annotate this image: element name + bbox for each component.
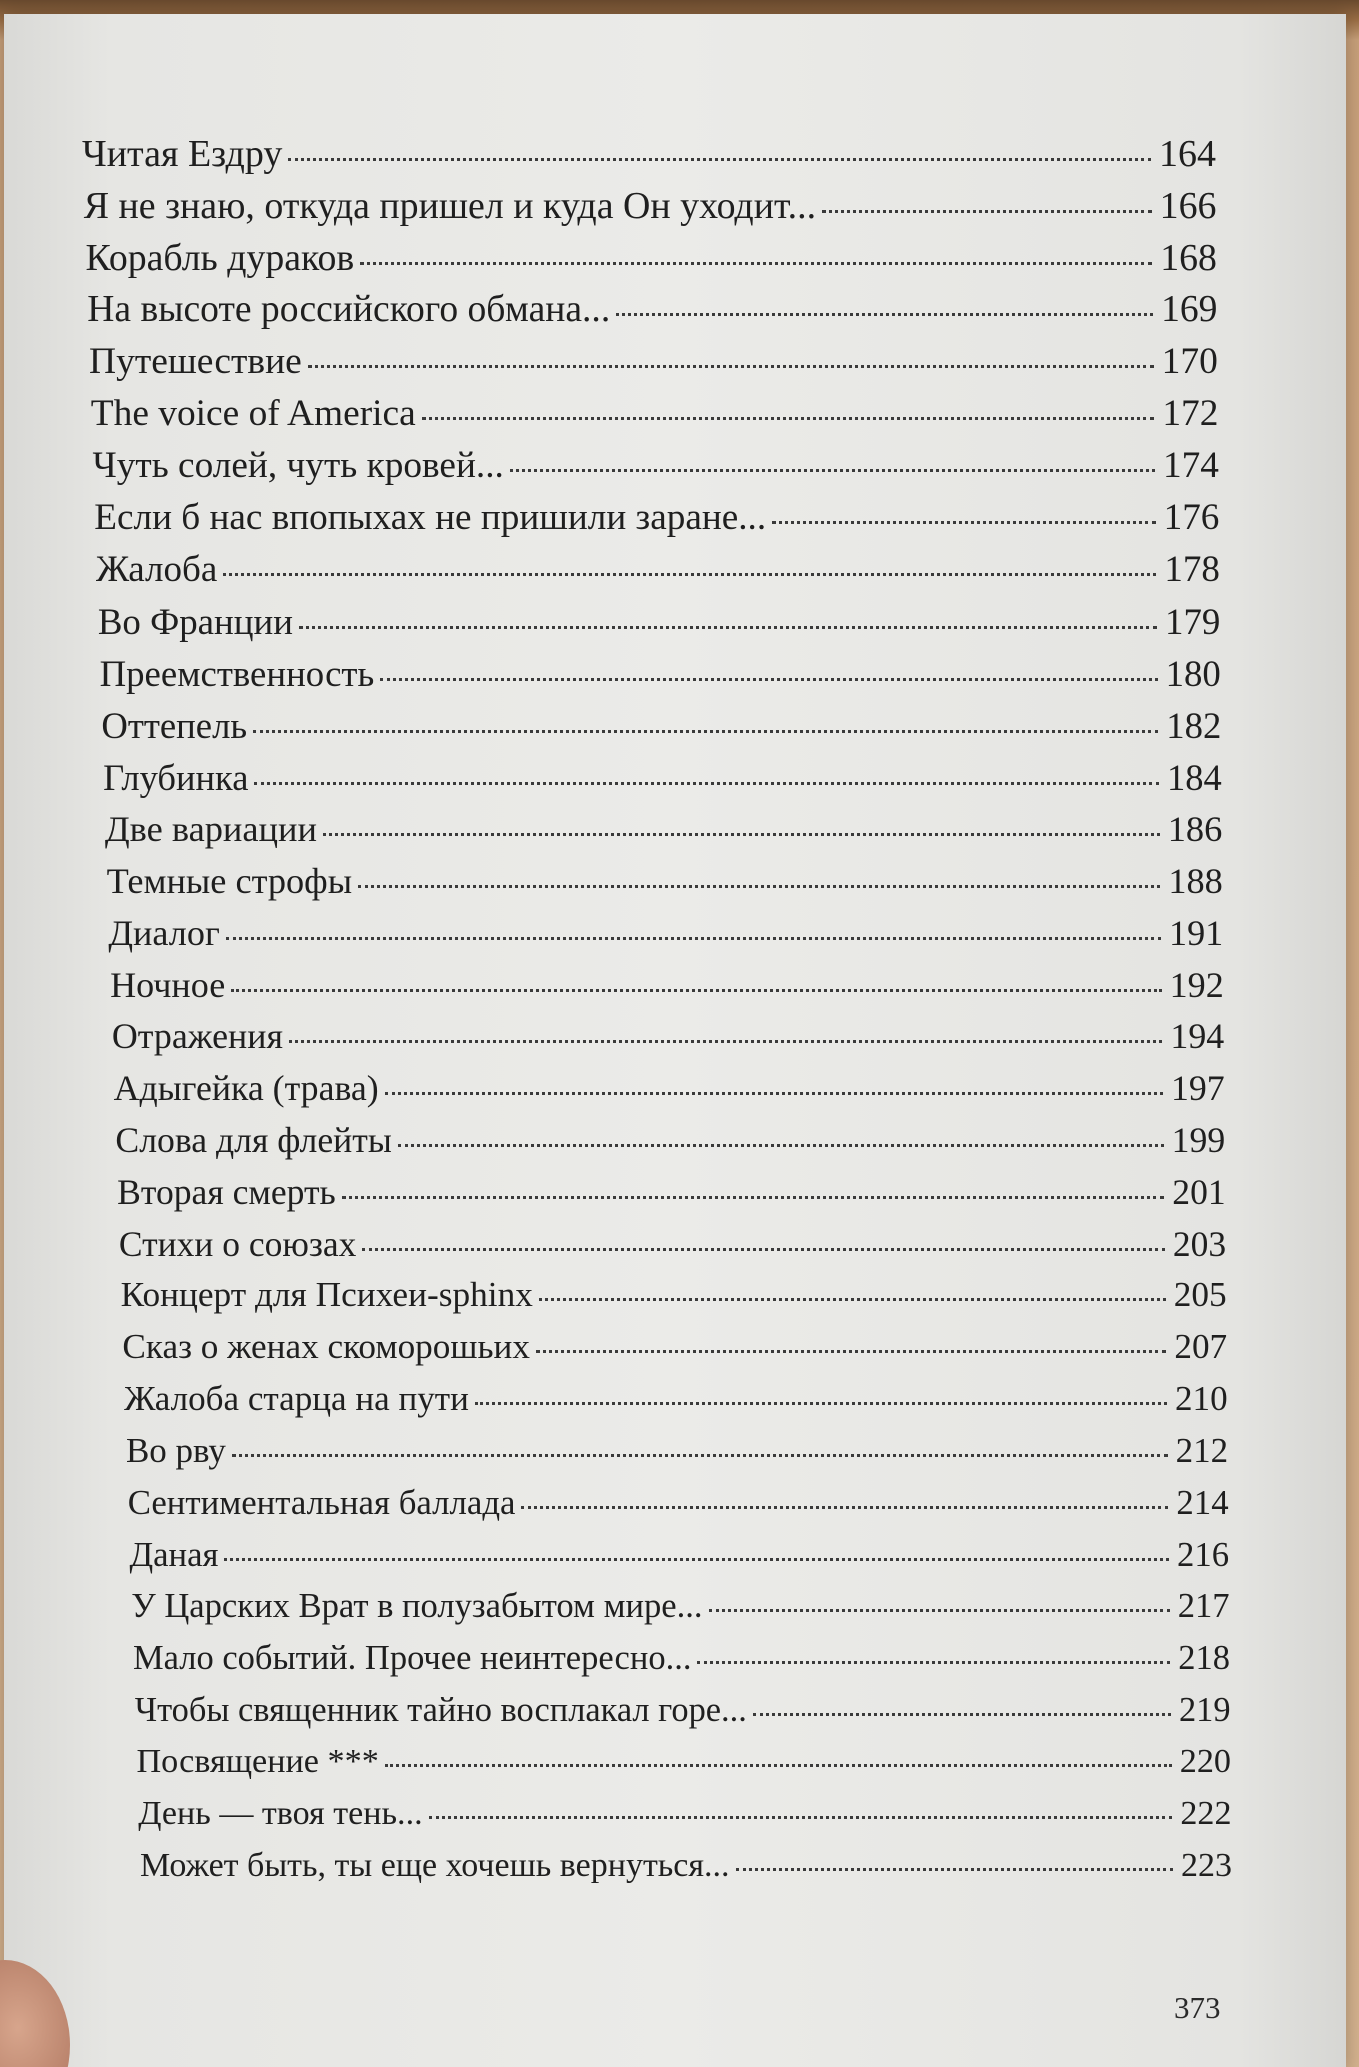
toc-entry — [98, 600, 1221, 643]
toc-entry-title: Адыгейка (трава) — [113, 1068, 379, 1109]
toc-entry-page: 220 — [1179, 1743, 1232, 1781]
toc-entry — [103, 756, 1222, 799]
dot-leader — [253, 730, 1158, 733]
toc-entry — [138, 1795, 1231, 1833]
toc-entry-page: 201 — [1172, 1172, 1226, 1213]
dot-leader — [231, 989, 1161, 992]
toc-entry-page: 192 — [1169, 964, 1224, 1005]
toc-entry-page: 169 — [1161, 288, 1218, 330]
toc-entry-title: Чуть солей, чуть кровей... — [92, 444, 504, 486]
toc-entry-title: Посвящение *** — [136, 1743, 379, 1781]
toc-entry — [121, 1275, 1227, 1315]
toc-entry — [100, 652, 1221, 695]
dot-leader — [697, 1661, 1170, 1664]
toc-entry-title: Две вариации — [104, 808, 317, 849]
dot-leader — [736, 1868, 1173, 1871]
toc-entry-title: Если б нас впопыхах не пришили заране... — [94, 496, 767, 538]
dot-leader — [521, 1506, 1168, 1509]
toc-entry — [129, 1535, 1229, 1575]
toc-entry-page: 219 — [1178, 1691, 1231, 1730]
dot-leader — [360, 262, 1152, 265]
dot-leader — [223, 573, 1156, 576]
dot-leader — [709, 1609, 1170, 1612]
toc-entry-title: Концерт для Психеи-sphinx — [120, 1275, 533, 1315]
toc-entry — [93, 444, 1219, 487]
toc-entry-title: День — твоя тень... — [138, 1795, 423, 1833]
toc-entry-title: Оттепель — [101, 704, 248, 746]
dot-leader — [616, 313, 1153, 316]
toc-entry — [94, 496, 1219, 539]
dot-leader — [539, 1298, 1166, 1301]
toc-entry-title: Жалоба старца на пути — [124, 1379, 469, 1419]
toc-entry-page: 199 — [1171, 1120, 1226, 1161]
toc-entry-title: Может быть, ты еще хочешь вернуться... — [140, 1847, 730, 1884]
toc-entry — [140, 1847, 1232, 1885]
toc-entry-page: 164 — [1159, 133, 1216, 175]
toc-entry — [136, 1743, 1231, 1781]
toc-entry — [105, 808, 1222, 850]
toc-entry-page: 184 — [1167, 756, 1222, 798]
dot-leader — [753, 1713, 1171, 1716]
toc-entry-page: 186 — [1167, 808, 1223, 849]
toc-entry-page: 166 — [1159, 184, 1217, 227]
dot-leader — [362, 1248, 1164, 1251]
toc-entry-page: 179 — [1165, 600, 1221, 642]
toc-entry-title: Слова для флейты — [115, 1120, 392, 1161]
toc-entry — [124, 1379, 1227, 1419]
toc-entry-title: The voice of America — [90, 392, 416, 434]
toc-entry — [101, 704, 1221, 747]
toc-entry-page: 197 — [1171, 1068, 1225, 1109]
dot-leader — [822, 210, 1152, 213]
toc-entry — [89, 340, 1218, 383]
toc-entry-page: 176 — [1163, 496, 1220, 538]
toc-entry-title: Мало событий. Прочее неинтересно... — [132, 1639, 692, 1678]
dot-leader — [224, 1558, 1169, 1561]
toc-entry — [86, 236, 1217, 280]
toc-entry-page: 194 — [1170, 1016, 1225, 1057]
toc-entry — [96, 548, 1220, 591]
toc-entry-title: Диалог — [108, 912, 220, 953]
toc-entry-page: 212 — [1175, 1431, 1229, 1471]
toc-entry-page: 174 — [1162, 444, 1219, 486]
toc-entry — [112, 1015, 1224, 1057]
toc-entry-title: Путешествие — [89, 340, 302, 382]
toc-entry — [107, 860, 1223, 902]
dot-leader — [422, 417, 1155, 420]
dot-leader — [385, 1764, 1172, 1767]
book-page — [4, 14, 1346, 2067]
toc-entry-page: 222 — [1180, 1795, 1232, 1833]
toc-entry-title: Читая Ездру — [82, 133, 283, 175]
toc-entry-title: Даная — [129, 1535, 219, 1575]
toc-entry-title: Корабль дураков — [85, 236, 355, 279]
toc-entry-page: 214 — [1176, 1483, 1229, 1523]
toc-entry-title: Глубинка — [103, 756, 249, 798]
toc-entry — [131, 1587, 1229, 1626]
toc-entry — [82, 132, 1216, 176]
toc-entry-page: 182 — [1166, 704, 1222, 746]
toc-entry-page: 191 — [1168, 912, 1224, 953]
toc-entry-page: 207 — [1174, 1327, 1228, 1367]
toc-entry-page: 172 — [1162, 392, 1219, 434]
toc-entry — [133, 1639, 1230, 1678]
toc-entry-page: 216 — [1177, 1535, 1230, 1575]
toc-entry-title: Я не знаю, откуда пришел и куда Он уходит... — [83, 184, 817, 227]
dot-leader — [510, 469, 1155, 472]
toc-entry — [119, 1223, 1226, 1265]
toc-entry-title: Вторая смерть — [117, 1172, 336, 1213]
toc-entry-title: Сказ о женах скоморошьих — [122, 1327, 530, 1367]
toc-entry-title: У Царских Врат в полузабытом мире... — [131, 1587, 703, 1626]
toc-entry-page: 178 — [1164, 548, 1220, 590]
dot-leader — [429, 1816, 1173, 1819]
dot-leader — [342, 1196, 1165, 1199]
dot-leader — [358, 885, 1160, 888]
toc-entry-title: Чтобы священник тайно восплакал горе... — [134, 1691, 747, 1730]
dot-leader — [226, 937, 1161, 940]
toc-entry — [87, 288, 1217, 331]
toc-entry-page: 205 — [1173, 1275, 1227, 1315]
dot-leader — [299, 626, 1157, 629]
toc-entry-page: 168 — [1160, 236, 1217, 279]
toc-entry-title: Жалоба — [96, 548, 218, 590]
toc-entry-page: 217 — [1177, 1587, 1230, 1626]
toc-entry-page: 203 — [1172, 1224, 1227, 1265]
toc-entry-title: Сентиментальная баллада — [127, 1483, 516, 1523]
toc-entry — [108, 912, 1223, 954]
toc-entry — [114, 1067, 1225, 1109]
toc-entry — [135, 1691, 1231, 1730]
dot-leader — [772, 521, 1155, 524]
dot-leader — [398, 1144, 1164, 1147]
toc-entry — [91, 392, 1219, 435]
dot-leader — [232, 1454, 1168, 1457]
toc-entry-title: Во рву — [125, 1431, 226, 1471]
toc-entry-page: 210 — [1175, 1379, 1228, 1419]
dot-leader — [380, 678, 1157, 681]
toc-entry-title: Стихи о союзах — [118, 1224, 357, 1265]
toc-entry-page: 218 — [1178, 1639, 1231, 1678]
toc-entry-title: Ночное — [110, 964, 226, 1005]
toc-entry-page: 170 — [1161, 340, 1218, 382]
toc-entry-page: 188 — [1168, 860, 1223, 901]
toc-entry-title: На высоте российского обмана... — [87, 288, 611, 330]
toc-entry-title: Темные строфы — [106, 860, 353, 901]
toc-entry-page: 180 — [1165, 652, 1221, 694]
table-of-contents — [4, 14, 1346, 2067]
dot-leader — [308, 365, 1154, 368]
dot-leader — [288, 158, 1151, 161]
toc-entry-title: Отражения — [111, 1016, 283, 1057]
dot-leader — [385, 1092, 1163, 1095]
toc-entry-title: Преемственность — [99, 652, 375, 694]
toc-entry — [126, 1431, 1228, 1471]
dot-leader — [323, 833, 1160, 836]
dot-leader — [475, 1402, 1167, 1405]
toc-entry-title: Во Франции — [97, 600, 294, 642]
dot-leader — [536, 1350, 1166, 1353]
dot-leader — [254, 782, 1159, 785]
toc-entry — [115, 1119, 1225, 1161]
toc-entry — [122, 1327, 1227, 1367]
page-number: 373 — [1174, 1990, 1221, 2025]
toc-entry — [110, 964, 1224, 1006]
toc-entry — [84, 184, 1217, 228]
dot-leader — [289, 1040, 1162, 1043]
toc-entry — [117, 1171, 1226, 1213]
toc-entry — [128, 1483, 1229, 1523]
toc-entry-page: 223 — [1181, 1847, 1232, 1884]
